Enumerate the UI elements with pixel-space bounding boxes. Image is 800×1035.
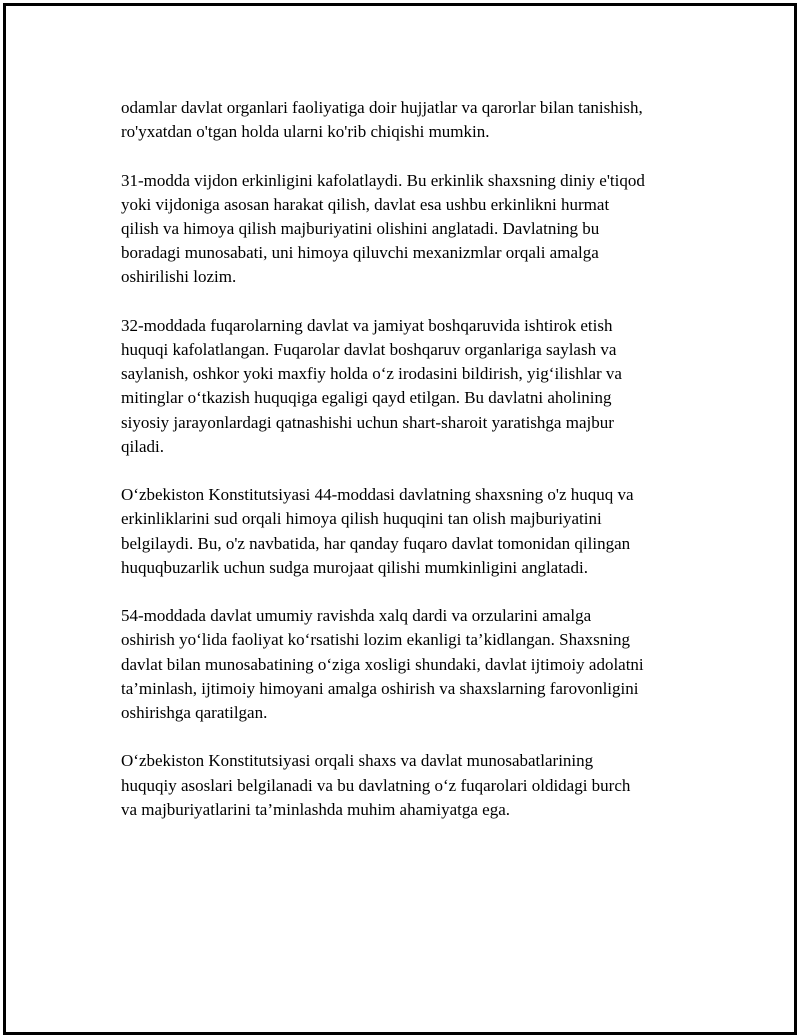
text-line: qiladi. [121,436,164,456]
text-line: ta’minlash, ijtimoiy himoyani amalga oshirish va shaxslarning farovonligini [121,678,639,698]
text-line: O‘zbekiston Konstitutsiyasi orqali shaxs va davlat munosabatlarining [121,751,594,771]
text-line: belgilaydi. Bu, o'z navbatida, har qanday fuqaro davlat tomonidan qilingan [121,533,631,553]
text-line: ro'yxatdan o'tgan holda ularni ko'rib chiqishi mumkin. [121,122,490,142]
text-line: oshirilishi lozim. [121,267,237,287]
paragraph-4 [121,483,711,580]
text-line: qilish va himoya qilish majburiyatini olishini anglatadi. Davlatning bu [121,219,600,238]
text-line: oshirish yo‘lida faoliyat ko‘rsatishi lozim ekanligi ta’kidlangan. Shaxsning [121,630,630,650]
text-line: boradagi munosabati, uni himoya qiluvchi mexanizmlar orqali amalga [121,243,599,263]
text-line: huquqi kafolatlangan. Fuqarolar davlat boshqaruv organlariga saylash va [121,340,617,359]
text-line: saylanish, oshkor yoki maxfiy holda o‘z irodasini bildirish, yig‘ilishlar va [121,364,622,384]
text-line: odamlar davlat organlari faoliyatiga doir hujjatlar va qarorlar bilan tanishish, [121,98,643,117]
text-line: va majburiyatlarini ta’minlashda muhim ahamiyatga ega. [121,799,510,819]
paragraph-1 [121,96,711,144]
text-line: 32-moddada fuqarolarning davlat va jamiyat boshqaruvida ishtirok etish [121,315,613,335]
text-line: O‘zbekiston Konstitutsiyasi 44-moddasi davlatning shaxsning o'z huquq va [121,485,634,505]
text-line: huquqbuzarlik uchun sudga murojaat qilishi mumkinligini anglatadi. [121,557,588,577]
paragraph-2 [121,169,711,290]
text-line: erkinliklarini sud orqali himoya qilish huquqini tan olish majburiyatini [121,509,602,529]
text-line: 54-moddada davlat umumiy ravishda xalq dardi va orzularini amalga [121,606,592,626]
text-line: oshirishga qaratilgan. [121,703,268,723]
text-line: 31-modda vijdon erkinligini kafolatlaydi. Bu erkinlik shaxsning diniy e'tiqod [121,170,645,190]
paragraph-6 [121,749,711,822]
text-line: davlat bilan munosabatining o‘ziga xosligi shundaki, davlat ijtimoiy adolatni [121,654,644,674]
paragraph-5 [121,604,711,725]
paragraph-3 [121,314,711,459]
document-body [121,96,711,846]
text-line: mitinglar o‘tkazish huquqiga egaligi qayd etilgan. Bu davlatni aholining [121,388,612,408]
text-line: yoki vijdoniga asosan harakat qilish, davlat esa ushbu erkinlikni hurmat [121,194,610,214]
text-line: siyosiy jarayonlardagi qatnashishi uchun shart-sharoit yaratishga majbur [121,412,614,432]
page-frame [3,3,797,1035]
text-line: huquqiy asoslari belgilanadi va bu davlatning o‘z fuqarolari oldidagi burch [121,775,631,795]
